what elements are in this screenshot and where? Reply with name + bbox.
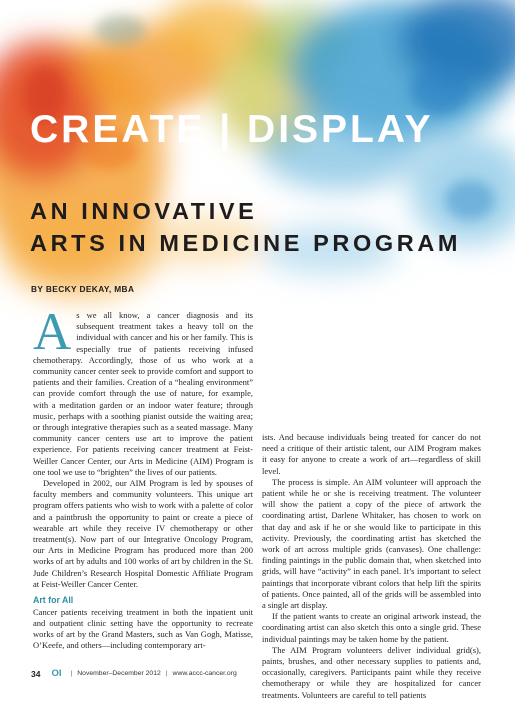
- section-heading: Art for All: [33, 595, 74, 606]
- paragraph-3: Cancer patients receiving treatment in both the inpatient unit and outpatient clinic setting have the opportunity to recreate works of art by the Grand Masters, such as Van Gogh, Matisse, O’Keefe, and others—including contemporary art-: [33, 606, 253, 651]
- page-title: CREATE | DISPLAY: [30, 108, 434, 151]
- issue-date: November–December 2012: [77, 670, 161, 677]
- subtitle-line-2: ARTS IN MEDICINE PROGRAM: [30, 230, 462, 256]
- oi-logo: OI: [51, 668, 62, 679]
- paragraph-2: Developed in 2002, our AIM Program is led by spouses of faculty members and community volunteers. This unique art program offers patients who wish to work with a palette of color and a paintbrush the opportunity to paint or create a piece of wearable art while they receive IV chemotherapy or other treatment(s). Now part of our Integrative Oncology Program, our Arts in Medicine Program has produced more than 200 works of art by adults and 100 works of art by children in the St. Jude Children’s Research Hospital Domestic Affiliate Program at Feist-Weiller Cancer Center.: [33, 478, 253, 589]
- byline: BY BECKY DEKAY, MBA: [31, 284, 135, 294]
- website-url: www.accc-cancer.org: [172, 670, 237, 677]
- page-footer: [31, 668, 237, 679]
- page-number: 34: [31, 668, 41, 679]
- separator: |: [70, 670, 73, 677]
- drop-cap: A: [33, 303, 72, 361]
- paragraph-6: If the patient wants to create an original artwork instead, the coordinating artist can also sketch this onto a single grid. These individual paintings may be taken home by the patient.: [262, 611, 481, 644]
- subtitle-line-1: AN INNOVATIVE: [30, 198, 258, 224]
- separator: |: [165, 670, 168, 677]
- paragraph-7: The AIM Program volunteers deliver individual grid(s), paints, brushes, and other necessary supplies to patients and, occasionally, caregivers. Participants paint while they receive chemotherapy or while they are hospitalized for cancer treatments. Volunteers are careful to tell patients: [262, 644, 481, 700]
- right-column: [262, 432, 481, 701]
- paragraph-1: [33, 303, 253, 478]
- paragraph-4: ists. And because individuals being treated for cancer do not need a critique of their artistic talent, our AIM Program makes it easy for anyone to create a work of art—regardless of skill level.: [262, 432, 481, 476]
- paragraph-5: The process is simple. An AIM volunteer will approach the patient while he or she is receiving treatment. The volunteer will show the patient a copy of the piece of artwork the coordinating artist, Darlene Whitaker, has chosen to work on that day and ask if he or she would like to participate in this activity. Previously, the coordinating artist has sketched the work of art across multiple grids (canvases). One challenge: finding paintings in the public domain that, when sketched into grids, will have “activity” in each panel. It’s important to select paintings that incorporate vibrant colors that help lift the spirits of patients. Once painted, all of the grids will be assembled into a single art display.: [262, 476, 481, 611]
- paragraph-1-text: s we all know, a cancer diagnosis and its subsequent treatment takes a heavy toll on the individual with cancer and his or her family. This is especially true of patients receiving infused chemotherapy. Accordingly, those of us who work at a community cancer center seek to provide comfort and support to patients and their families. Creation of a “healing environment” can provide comfort through the use of nature, for example, with a meditation garden or an indoor water feature; through music, perhaps with a soothing pianist outside the waiting area; or through integrative therapies such as a seated massage. Many community cancer centers use art to improve the patient experience. For patients receiving cancer treatment at Feist-Weiller Cancer Center, our Arts in Medicine (AIM) Program is one tool we use to “brighten” the lives of our patients.: [33, 310, 253, 477]
- left-column: [33, 303, 253, 651]
